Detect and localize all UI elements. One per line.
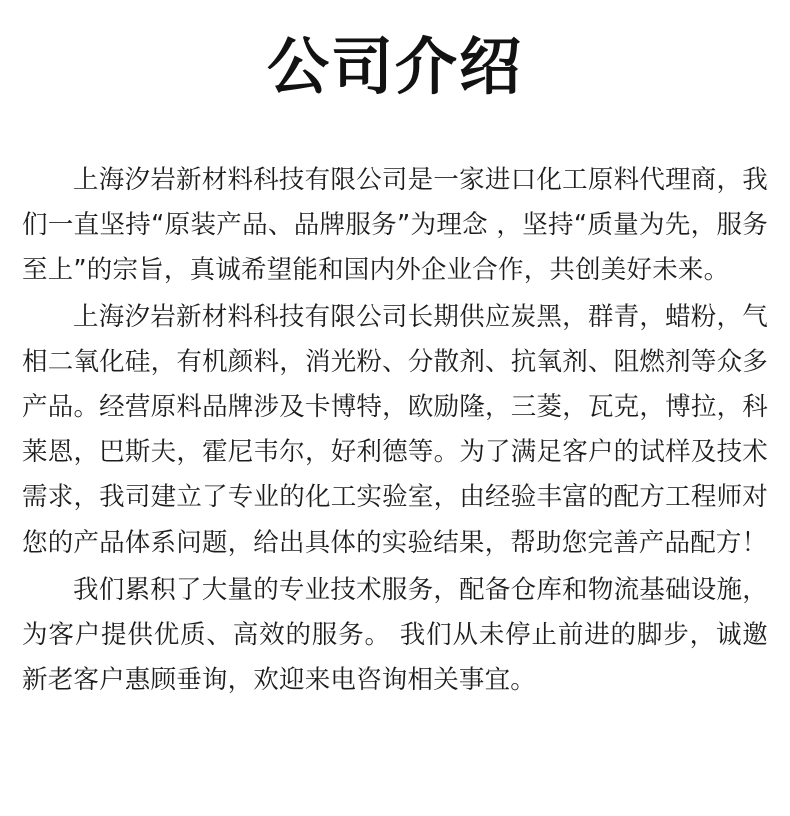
page-title: 公司介绍: [266, 30, 523, 103]
paragraph-services: 我们累积了大量的专业技术服务，配备仓库和物流基础设施，为客户提供优质、高效的服务。 我们从未停止前进的脚步，诚邀新老客户惠顾垂询，欢迎来电咨询相关事宜。: [22, 574, 768, 695]
paragraph-company-intro: 上海汐岩新材料科技有限公司是一家进口化工原料代理商，我们一直坚持“原装产品、品牌服务”为理念 ，坚持“质量为先，服务至上”的宗旨，真诚希望能和国内外企业合作，共创美好未来。: [22, 164, 768, 285]
document-body: [22, 158, 768, 704]
paragraph-products-and-brands: 上海汐岩新材料科技有限公司长期供应炭黑，群青，蜡粉，气相二氧化硅，有机颜料，消光粉、分散剂、抗氧剂、阻燃剂等众多产品。经营原料品牌涉及卡博特，欧励隆，三菱，瓦克，博拉，科莱恩，巴斯夫，霍尼韦尔，好利德等。为了满足客户的试样及技术需求，我司建立了专业的化工实验室，由经验丰富的配方工程师对您的产品体系问题，给出具体的实验结果，帮助您完善产品配方！: [22, 301, 768, 558]
